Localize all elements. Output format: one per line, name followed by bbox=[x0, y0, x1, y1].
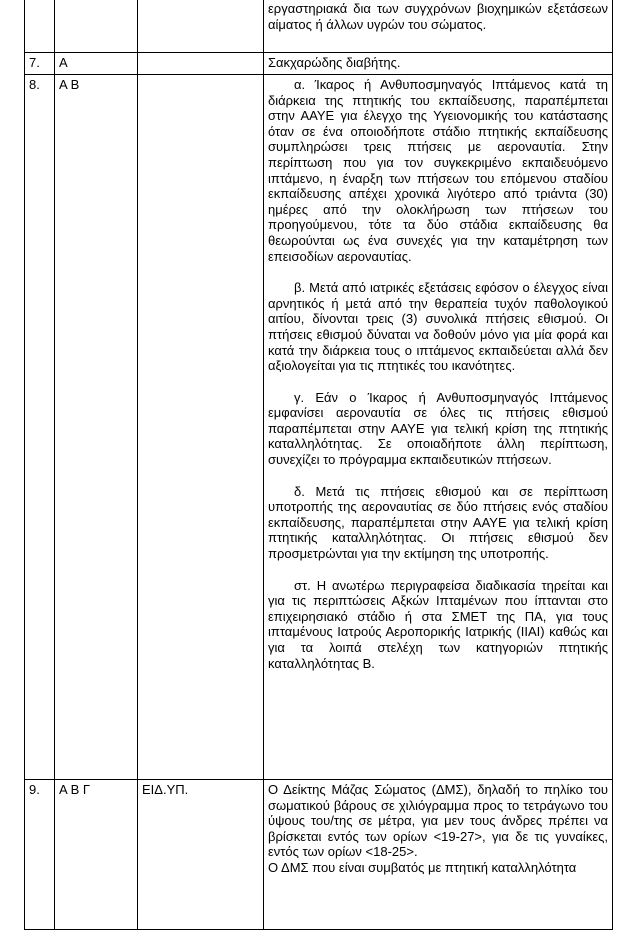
row-paragraph-c: γ. Εάν ο Ίκαρος ή Ανθυποσμηναγός Ιπτάμενος εμφανίσει αεροναυτία σε όλες τις πτήσεις εθισμού παραπέμπεται στην ΑΑΥΕ για τελική κρίση της πτητικής καταλληλότητας. Σε οποιαδήποτε άλλη περίπτωση, συνεχίζει το πρόγραμμα εκπαιδευτικών πτήσεων. bbox=[268, 389, 608, 468]
criteria-table bbox=[24, 0, 613, 930]
row-paragraph-a: α. Ίκαρος ή Ανθυποσμηναγός Ιπτάμενος κατά τη διάρκεια της πτητικής του εκπαίδευσης, παραπέμπεται στην ΑΑΥΕ για έλεγχο της Υγειονομικής του κατάστασης όταν σε ένα οποιοδήποτε στάδιο πτητικής εκπαίδευσης συμπληρώσει τρεις πτήσεις με αεροναυτία. Στην περίπτωση που για τον συγκεκριμένο εκπαιδευόμενο ιπτάμενο, η έναρξη των πτήσεων του επόμενου σταδίου εκπαίδευσης απέχει χρονικά λιγότερο από τριάντα (30) ημέρες από την ολοκλήρωση των πτήσεων του προηγούμενου, τότε τα δύο στάδια εκπαίδευσης θα θεωρούνται ως ένα συνεχές για την καταμέτρηση των επεισοδίων αεροναυτίας. bbox=[268, 77, 608, 264]
row-speciality bbox=[138, 53, 264, 75]
row-text bbox=[264, 0, 613, 53]
row-speciality: ΕΙΔ.ΥΠ. bbox=[138, 780, 264, 930]
row-paragraph-b: β. Μετά από ιατρικές εξετάσεις εφόσον ο έλεγχος είναι αρνητικός ή μετά από την θεραπεία τυχόν παθολογικού αιτίου, δίνονται τρεις (3) συνολικά πτήσεις εθισμού. Οι πτήσεις εθισμού δύναται να δοθούν μόνο για μία φορά και κατά την διάρκεια τους ο ιπτάμενος εκπαιδεύεται αλλά δεν αξιολογείται για τις πτητικές του ικανότητες. bbox=[268, 280, 608, 374]
row-text bbox=[264, 75, 613, 780]
row-text bbox=[264, 780, 613, 930]
row-paragraph: Ο ΔΜΣ που είναι συμβατός με πτητική καταλληλότητα bbox=[268, 859, 577, 875]
table-row bbox=[25, 75, 613, 780]
row-speciality bbox=[138, 0, 264, 53]
row-text bbox=[264, 53, 613, 75]
row-paragraph: Ο Δείκτης Μάζας Σώματος (ΔΜΣ), δηλαδή το πηλίκο του σωματικού βάρους σε χιλιόγραμμα προς το τετράγωνο του ύψους του/της σε μέτρα, για μεν τους άνδρες πρέπει να βρίσκεται εντός των ορίων <19-27>, για δε τις γυναίκες, εντός των ορίων <18-25>. bbox=[268, 782, 608, 860]
row-category bbox=[55, 0, 138, 53]
row-category: Α Β bbox=[55, 75, 138, 780]
row-number: 7. bbox=[25, 53, 55, 75]
table-row bbox=[25, 780, 613, 930]
row-paragraph-d: δ. Μετά τις πτήσεις εθισμού και σε περίπτωση υποτροπής της αεροναυτίας σε δύο πτήσεις ενός σταδίου εκπαίδευσης, παραπέμπεται στην ΑΑΥΕ για τελική κρίση πτητικής καταλληλότητας. Οι πτήσεις εθισμού δεν προσμετρώνται για την εκτίμηση της υποτροπής. bbox=[268, 483, 608, 562]
row-category: Α bbox=[55, 53, 138, 75]
row-category: Α Β Γ bbox=[55, 780, 138, 930]
row-number: 8. bbox=[25, 75, 55, 780]
row-speciality bbox=[138, 75, 264, 780]
row-paragraph: εργαστηριακά δια των συγχρόνων βιοχημικών εξετάσεων αίματος ή άλλων υγρών του σώματος. bbox=[268, 1, 608, 32]
row-number: 9. bbox=[25, 780, 55, 930]
row-paragraph: Σακχαρώδης διαβήτης. bbox=[268, 55, 401, 70]
table-row bbox=[25, 53, 613, 75]
row-number bbox=[25, 0, 55, 53]
row-paragraph-st: στ. Η ανωτέρω περιγραφείσα διαδικασία τηρείται και για τις περιπτώσεις Αξκών Ιπταμένων που ίπτανται στο επιχειρησιακό στάδιο ή στα ΣΜΕΤ της ΠΑ, για τους ιπταμένους Ιατρούς Αεροπορικής Ιατρικής (ΙΙΑΙ) καθώς και για τα λοιπά στελέχη των κατηγοριών πτητικής καταλληλότητας Β. bbox=[268, 577, 608, 671]
table-row bbox=[25, 0, 613, 53]
